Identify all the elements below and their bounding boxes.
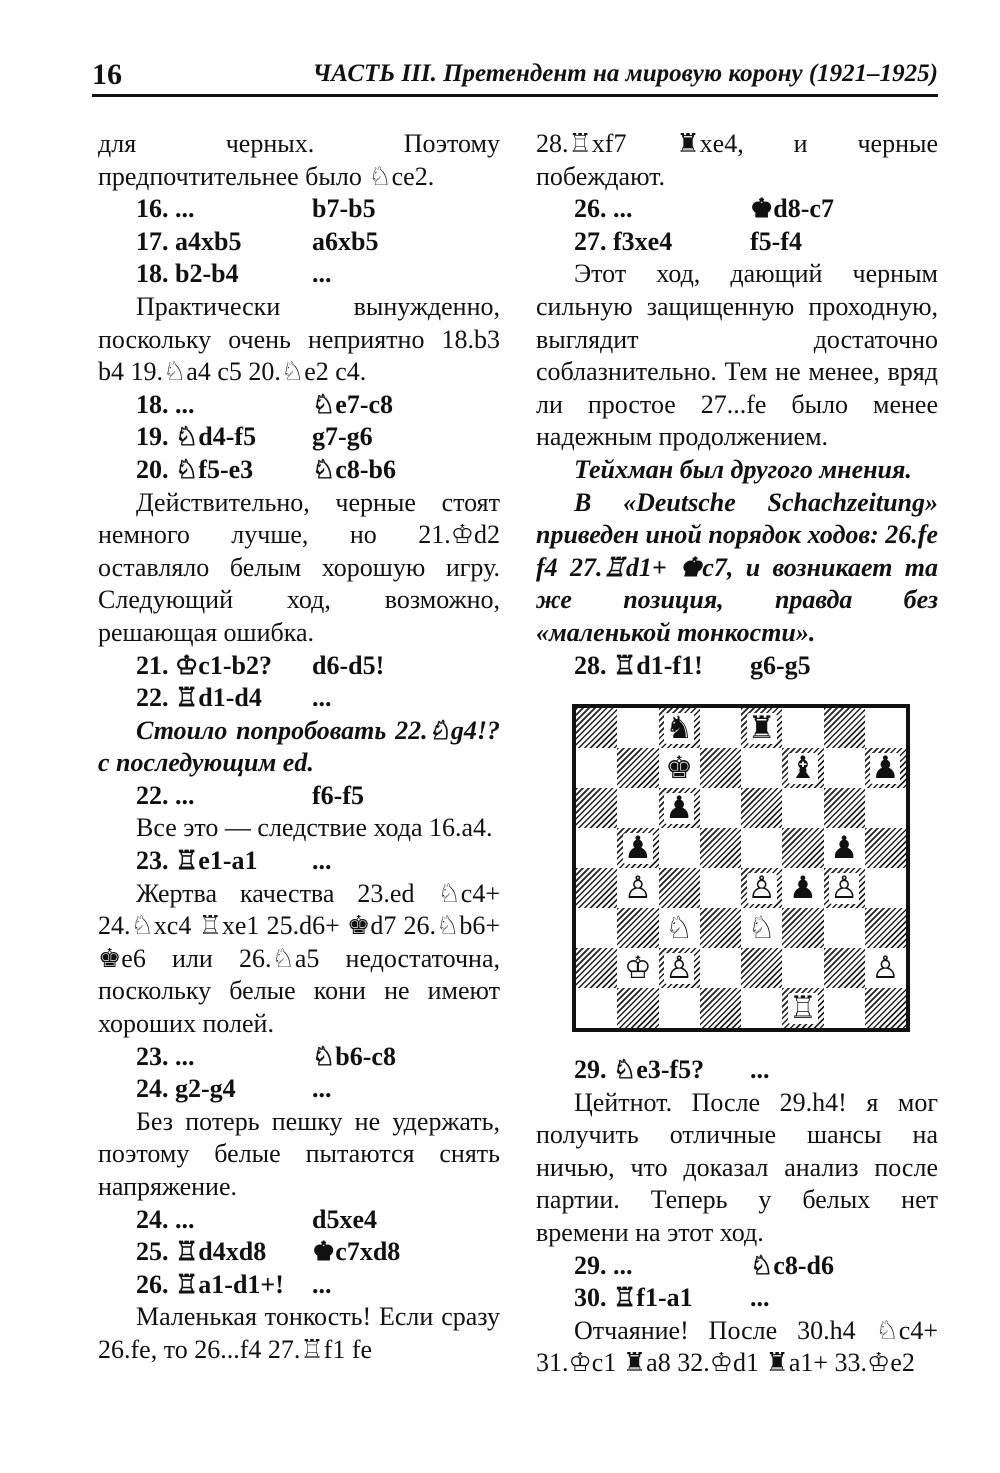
black-move: ♚c7xd8 [312,1237,401,1267]
chess-piece: ♝ [788,749,817,786]
move-line-21 [98,650,500,683]
white-move: 25. ♖d4xd8 [136,1237,267,1267]
black-move: b7-b5 [312,194,376,224]
board-square [576,788,617,828]
chess-piece: ♖ [788,989,817,1026]
move-line-20 [98,454,500,487]
board-square [741,948,782,988]
move-line-27 [536,226,938,259]
board-square [865,988,906,1028]
board-square [576,828,617,868]
paragraph: Отчаяние! После 30.h4 ♘c4+ 31.♔c1 ♜a8 32.♔d1 ♜a1+ 33.♔e2 [536,1315,938,1378]
black-move: ♘c8-d6 [750,1250,834,1280]
white-move: 24. g2-g4 [136,1074,236,1104]
black-move: ♘c8-b6 [312,454,396,484]
board-square [824,868,865,908]
chess-diagram [572,704,938,1032]
board-square [617,988,658,1028]
board-square [824,828,865,868]
move-line-29b [536,1250,938,1283]
italic-comment: Тейхман был другого мнения. [574,454,912,484]
board-square [700,708,741,748]
chess-piece: ♙ [830,869,859,906]
chess-piece: ♟ [623,829,652,866]
board-square [865,748,906,788]
board-square [700,828,741,868]
move-line-24 [98,1073,500,1106]
board-square [741,908,782,948]
board-square [865,948,906,988]
board-square [700,908,741,948]
chess-piece: ♘ [665,909,694,946]
board-square [782,988,823,1028]
board-square [741,748,782,788]
chess-piece: ♚ [665,749,694,786]
move-line-24b [98,1204,500,1237]
running-title: ЧАСТЬ III. Претендент на мировую корону (1921–1925) [312,60,938,87]
chess-piece: ♟ [871,749,900,786]
board-square [782,948,823,988]
chess-piece: ♘ [747,909,776,946]
board-square [576,988,617,1028]
black-move: g6-g5 [750,650,811,680]
white-move: 28. ♖d1-f1! [574,650,703,680]
move-line-18b [98,389,500,422]
board-square [865,908,906,948]
white-move: 16. ... [136,194,195,224]
black-move: a6xb5 [312,226,379,256]
board-square [659,988,700,1028]
white-move: 22. ... [136,780,195,810]
move-line-30 [536,1282,938,1315]
board-square [700,988,741,1028]
chess-piece: ♟ [665,789,694,826]
italic-comment: В «Deutsche Schachzeitung» приведен иной порядок ходов: 26.fe f4 27.♖d1+ ♚c7, и возникает та же позиция, правда без «маленькой тонкости». [536,487,938,647]
board-square [659,828,700,868]
black-move: f5-f4 [750,226,802,256]
white-move: 18. ... [136,389,195,419]
white-move: 23. ... [136,1041,195,1071]
move-line-29 [536,1054,938,1087]
board-square [617,708,658,748]
board-square [782,828,823,868]
board-square [700,748,741,788]
board-square [576,748,617,788]
board-square [782,708,823,748]
board-square [617,788,658,828]
white-move: 18. b2-b4 [136,259,239,289]
move-line-17 [98,226,500,259]
board-square [782,868,823,908]
black-move: ... [312,1074,332,1104]
board-square [865,708,906,748]
paragraph: Этот ход, дающий черным сильную защищенную проходную, выглядит достаточно соблазнительно. Тем не менее, вряд ли простое 27...fe было менее надежным продолжением. [536,259,938,452]
board-square [824,748,865,788]
black-move: ... [312,1269,332,1299]
paragraph: Без потерь пешку не удержать, поэтому белые пытаются снять напряжение. [98,1106,500,1201]
white-move: 20. ♘f5-e3 [136,454,254,484]
move-line-18 [98,258,500,291]
board-square [865,788,906,828]
paragraph: 28.♖xf7 ♜xe4, и черные побеждают. [536,129,938,191]
white-move: 30. ♖f1-a1 [574,1283,693,1313]
board-square [741,788,782,828]
white-move: 26. ... [574,194,633,224]
board-square [576,708,617,748]
white-move: 26. ♖a1-d1+! [136,1269,284,1299]
move-line-23 [98,845,500,878]
board-square [659,708,700,748]
board-square [824,788,865,828]
page-number: 16 [92,58,122,91]
chess-piece: ♔ [623,949,652,986]
move-line-28 [536,650,938,683]
black-move: ♚d8-c7 [750,194,834,224]
paragraph: для черных. Поэтому предпочтительнее было ♘ce2. [98,129,500,191]
board-square [865,868,906,908]
board-square [700,948,741,988]
board-square [659,788,700,828]
move-line-25 [98,1236,500,1269]
black-move: d6-d5! [312,650,385,680]
move-line-26b [536,193,938,226]
chess-piece: ♞ [665,709,694,746]
chess-piece: ♙ [665,949,694,986]
board-square [576,868,617,908]
paragraph: Практически вынужденно, поскольку очень неприятно 18.b3 b4 19.♘a4 c5 20.♘e2 c4. [98,291,500,387]
board-square [741,828,782,868]
board-square [865,828,906,868]
paragraph: Цейтнот. После 29.h4! я мог получить отличные шансы на ничью, что доказал анализ после партии. Теперь у белых нет времени на этот ход. [536,1087,938,1248]
white-move: 23. ♖e1-a1 [136,846,258,876]
black-move: ... [312,846,332,876]
board-square [700,868,741,908]
move-line-19 [98,421,500,454]
black-move: g7-g6 [312,422,373,452]
board-square [617,908,658,948]
left-column [98,128,500,1367]
board-square [659,748,700,788]
chess-piece: ♜ [747,709,776,746]
chess-piece: ♙ [871,949,900,986]
italic-comment: Стоило попробовать 22.♘g4!? с последующим ed. [98,715,500,778]
black-move: ♘b6-c8 [312,1041,396,1071]
board-square [617,828,658,868]
white-move: 21. ♔c1-b2? [136,650,272,680]
white-move: 24. ... [136,1204,195,1234]
board-square [576,948,617,988]
black-move: ... [312,259,332,289]
board-square [782,788,823,828]
board-square [782,748,823,788]
white-move: 29. ♘e3-f5? [574,1055,705,1085]
board-square [576,908,617,948]
black-move: d5xe4 [312,1204,377,1234]
chess-piece: ♙ [623,869,652,906]
chess-piece: ♟ [788,869,817,906]
move-line-22b [98,780,500,813]
paragraph: Маленькая тонкость! Если сразу 26.fe, то 26...f4 27.♖f1 fe [98,1302,500,1364]
board-square [824,948,865,988]
white-move: 17. a4xb5 [136,226,242,256]
board-square [659,868,700,908]
paragraph: Жертва качества 23.ed ♘c4+ 24.♘xc4 ♖xe1 25.d6+ ♚d7 26.♘b6+ ♚e6 или 26.♘a5 недостаточна, поскольку белые кони не имеют хороших полей. [98,878,500,1039]
page-header [92,52,938,97]
board-square [741,868,782,908]
white-move: 19. ♘d4-f5 [136,422,257,452]
move-line-26 [98,1269,500,1302]
chess-board [572,704,910,1032]
board-square [741,708,782,748]
board-square [741,988,782,1028]
board-square [617,868,658,908]
right-column [536,128,938,1380]
board-square [824,988,865,1028]
paragraph: Все это — следствие хода 16.a4. [136,813,493,843]
white-move: 29. ... [574,1250,633,1280]
white-move: 27. f3xe4 [574,226,673,256]
move-line-22 [98,682,500,715]
board-square [824,708,865,748]
black-move: f6-f5 [312,780,364,810]
black-move: ♘e7-c8 [312,389,394,419]
board-square [824,908,865,948]
black-move: ... [750,1283,770,1313]
chess-piece: ♟ [830,829,859,866]
board-square [617,748,658,788]
black-move: ... [312,683,332,713]
board-square [700,788,741,828]
black-move: ... [750,1055,770,1085]
move-line-23b [98,1041,500,1074]
chess-piece: ♙ [747,869,776,906]
move-line-16 [98,193,500,226]
paragraph: Действительно, черные стоят немного лучше, но 21.♔d2 оставляло белым хорошую игру. Следующий ход, возможно, решающая ошибка. [98,487,500,647]
board-square [782,908,823,948]
board-square [659,908,700,948]
board-square [617,948,658,988]
board-square [659,948,700,988]
white-move: 22. ♖d1-d4 [136,683,262,713]
